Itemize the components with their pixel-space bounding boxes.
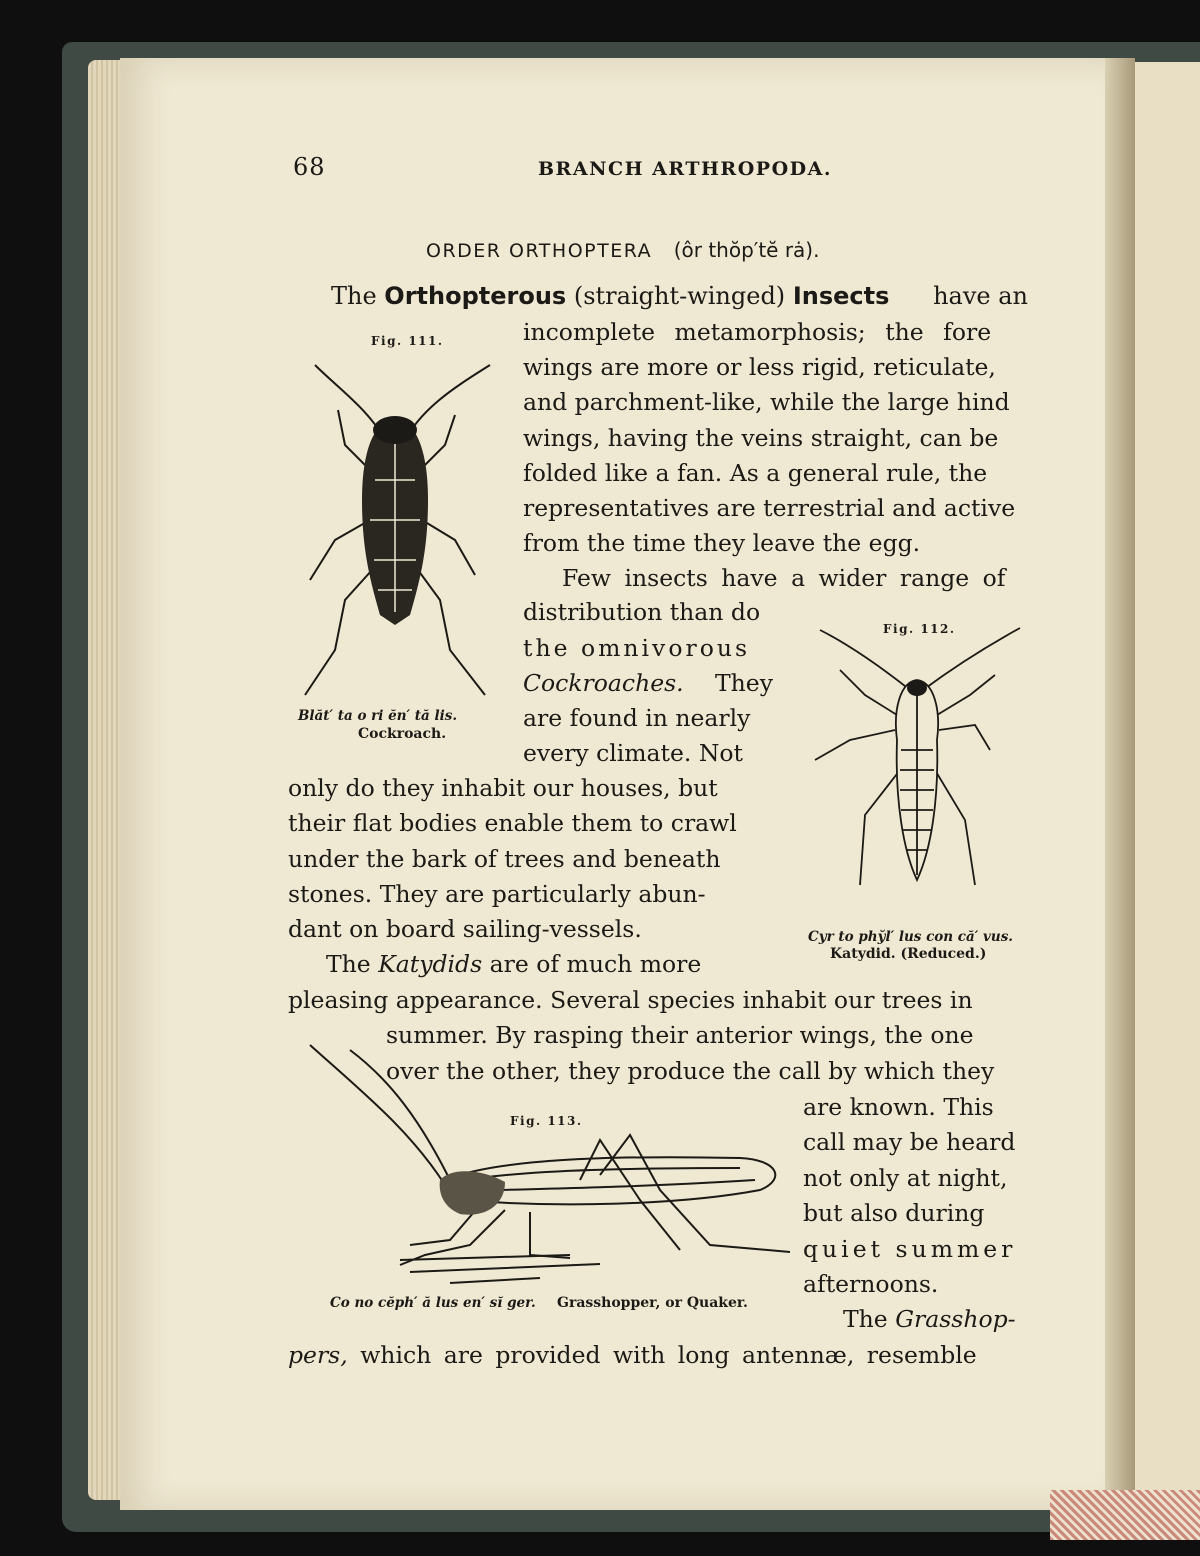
facing-page-edge	[1135, 62, 1200, 1510]
body-line: only do they inhabit our houses, but	[288, 774, 718, 802]
fig113-scientific-name: Co no cĕph′ ă lus en′ sĭ ger.	[330, 1295, 536, 1311]
running-title: BRANCH ARTHROPODA.	[538, 158, 832, 180]
section-title: ORDER ORTHOPTERA	[426, 240, 653, 262]
page-number: 68	[293, 153, 326, 181]
body-line: quiet summer	[803, 1235, 1017, 1263]
body-line: from the time they leave the egg.	[523, 529, 921, 557]
body-line: stones. They are particularly abun-	[288, 880, 706, 908]
body-line: under the bark of trees and beneath	[288, 845, 721, 873]
body-line: The Katydids are of much more	[326, 950, 702, 978]
term-katydids: Katydids	[378, 950, 483, 978]
paragraph-lead-line: The Orthopterous (straight-winged) Insects have an	[331, 282, 1028, 310]
fig113-label: Fig. 113.	[510, 1114, 583, 1128]
body-line: and parchment-like, while the large hind	[523, 388, 1010, 416]
term-cockroaches: Cockroaches.	[523, 669, 684, 697]
body-line: The Grasshop-	[843, 1305, 1016, 1333]
body-line: not only at night,	[803, 1164, 1008, 1192]
body-line: are known. This	[803, 1093, 994, 1121]
body-line: distribution than do	[523, 598, 761, 626]
body-line: call may be heard	[803, 1128, 1016, 1156]
body-line: folded like a fan. As a general rule, the	[523, 459, 988, 487]
body-line: over the other, they produce the call by which they	[386, 1057, 995, 1085]
fig111-common-name: Cockroach.	[358, 726, 447, 742]
fig112-common-name: Katydid. (Reduced.)	[830, 946, 987, 962]
body-line: Few insects have a wider range of	[562, 564, 1006, 592]
term-insects: Insects	[792, 282, 890, 310]
fig113-common-name: Grasshopper, or Quaker.	[557, 1295, 748, 1311]
body-line: incomplete metamorphosis; the fore	[523, 318, 992, 346]
body-line: pers, which are provided with long antennæ, resemble	[288, 1341, 977, 1369]
term-orthopterous: Orthopterous	[384, 282, 567, 310]
body-line: Cockroaches. They	[523, 669, 773, 697]
katydid-illustration	[805, 620, 1030, 920]
fig111-scientific-name: Blăt′ ta o ri ĕn′ tă lis.	[298, 708, 458, 724]
body-line: wings, having the veins straight, can be	[523, 424, 999, 452]
body-line: representatives are terrestrial and active	[523, 494, 1016, 522]
section-pronunciation: (ôr thŏp′tĕ rȧ).	[673, 238, 820, 262]
body-line: every climate. Not	[523, 739, 744, 767]
term-grasshoppers: Grasshop-	[895, 1305, 1016, 1333]
fig112-label: Fig. 112.	[883, 622, 956, 636]
body-line: wings are more or less rigid, reticulate,	[523, 353, 996, 381]
cockroach-illustration	[290, 350, 500, 705]
body-line: are found in nearly	[523, 704, 751, 732]
grasshopper-illustration	[300, 1040, 795, 1290]
headband-fabric	[1050, 1490, 1200, 1540]
body-line: the omnivorous	[523, 634, 751, 662]
section-heading	[426, 238, 819, 262]
fig111-label: Fig. 111.	[371, 334, 444, 348]
body-line: but also during	[803, 1199, 985, 1227]
body-line: dant on board sailing-vessels.	[288, 915, 642, 943]
book-gutter	[1105, 58, 1135, 1510]
body-line: afternoons.	[803, 1270, 939, 1298]
body-line: pleasing appearance. Several species inhabit our trees in	[288, 986, 973, 1014]
body-line: their flat bodies enable them to crawl	[288, 809, 737, 837]
fig112-scientific-name: Cyr to phy̆l′ lus con că′ vus.	[808, 929, 1013, 945]
body-line: summer. By rasping their anterior wings, the one	[386, 1021, 974, 1049]
